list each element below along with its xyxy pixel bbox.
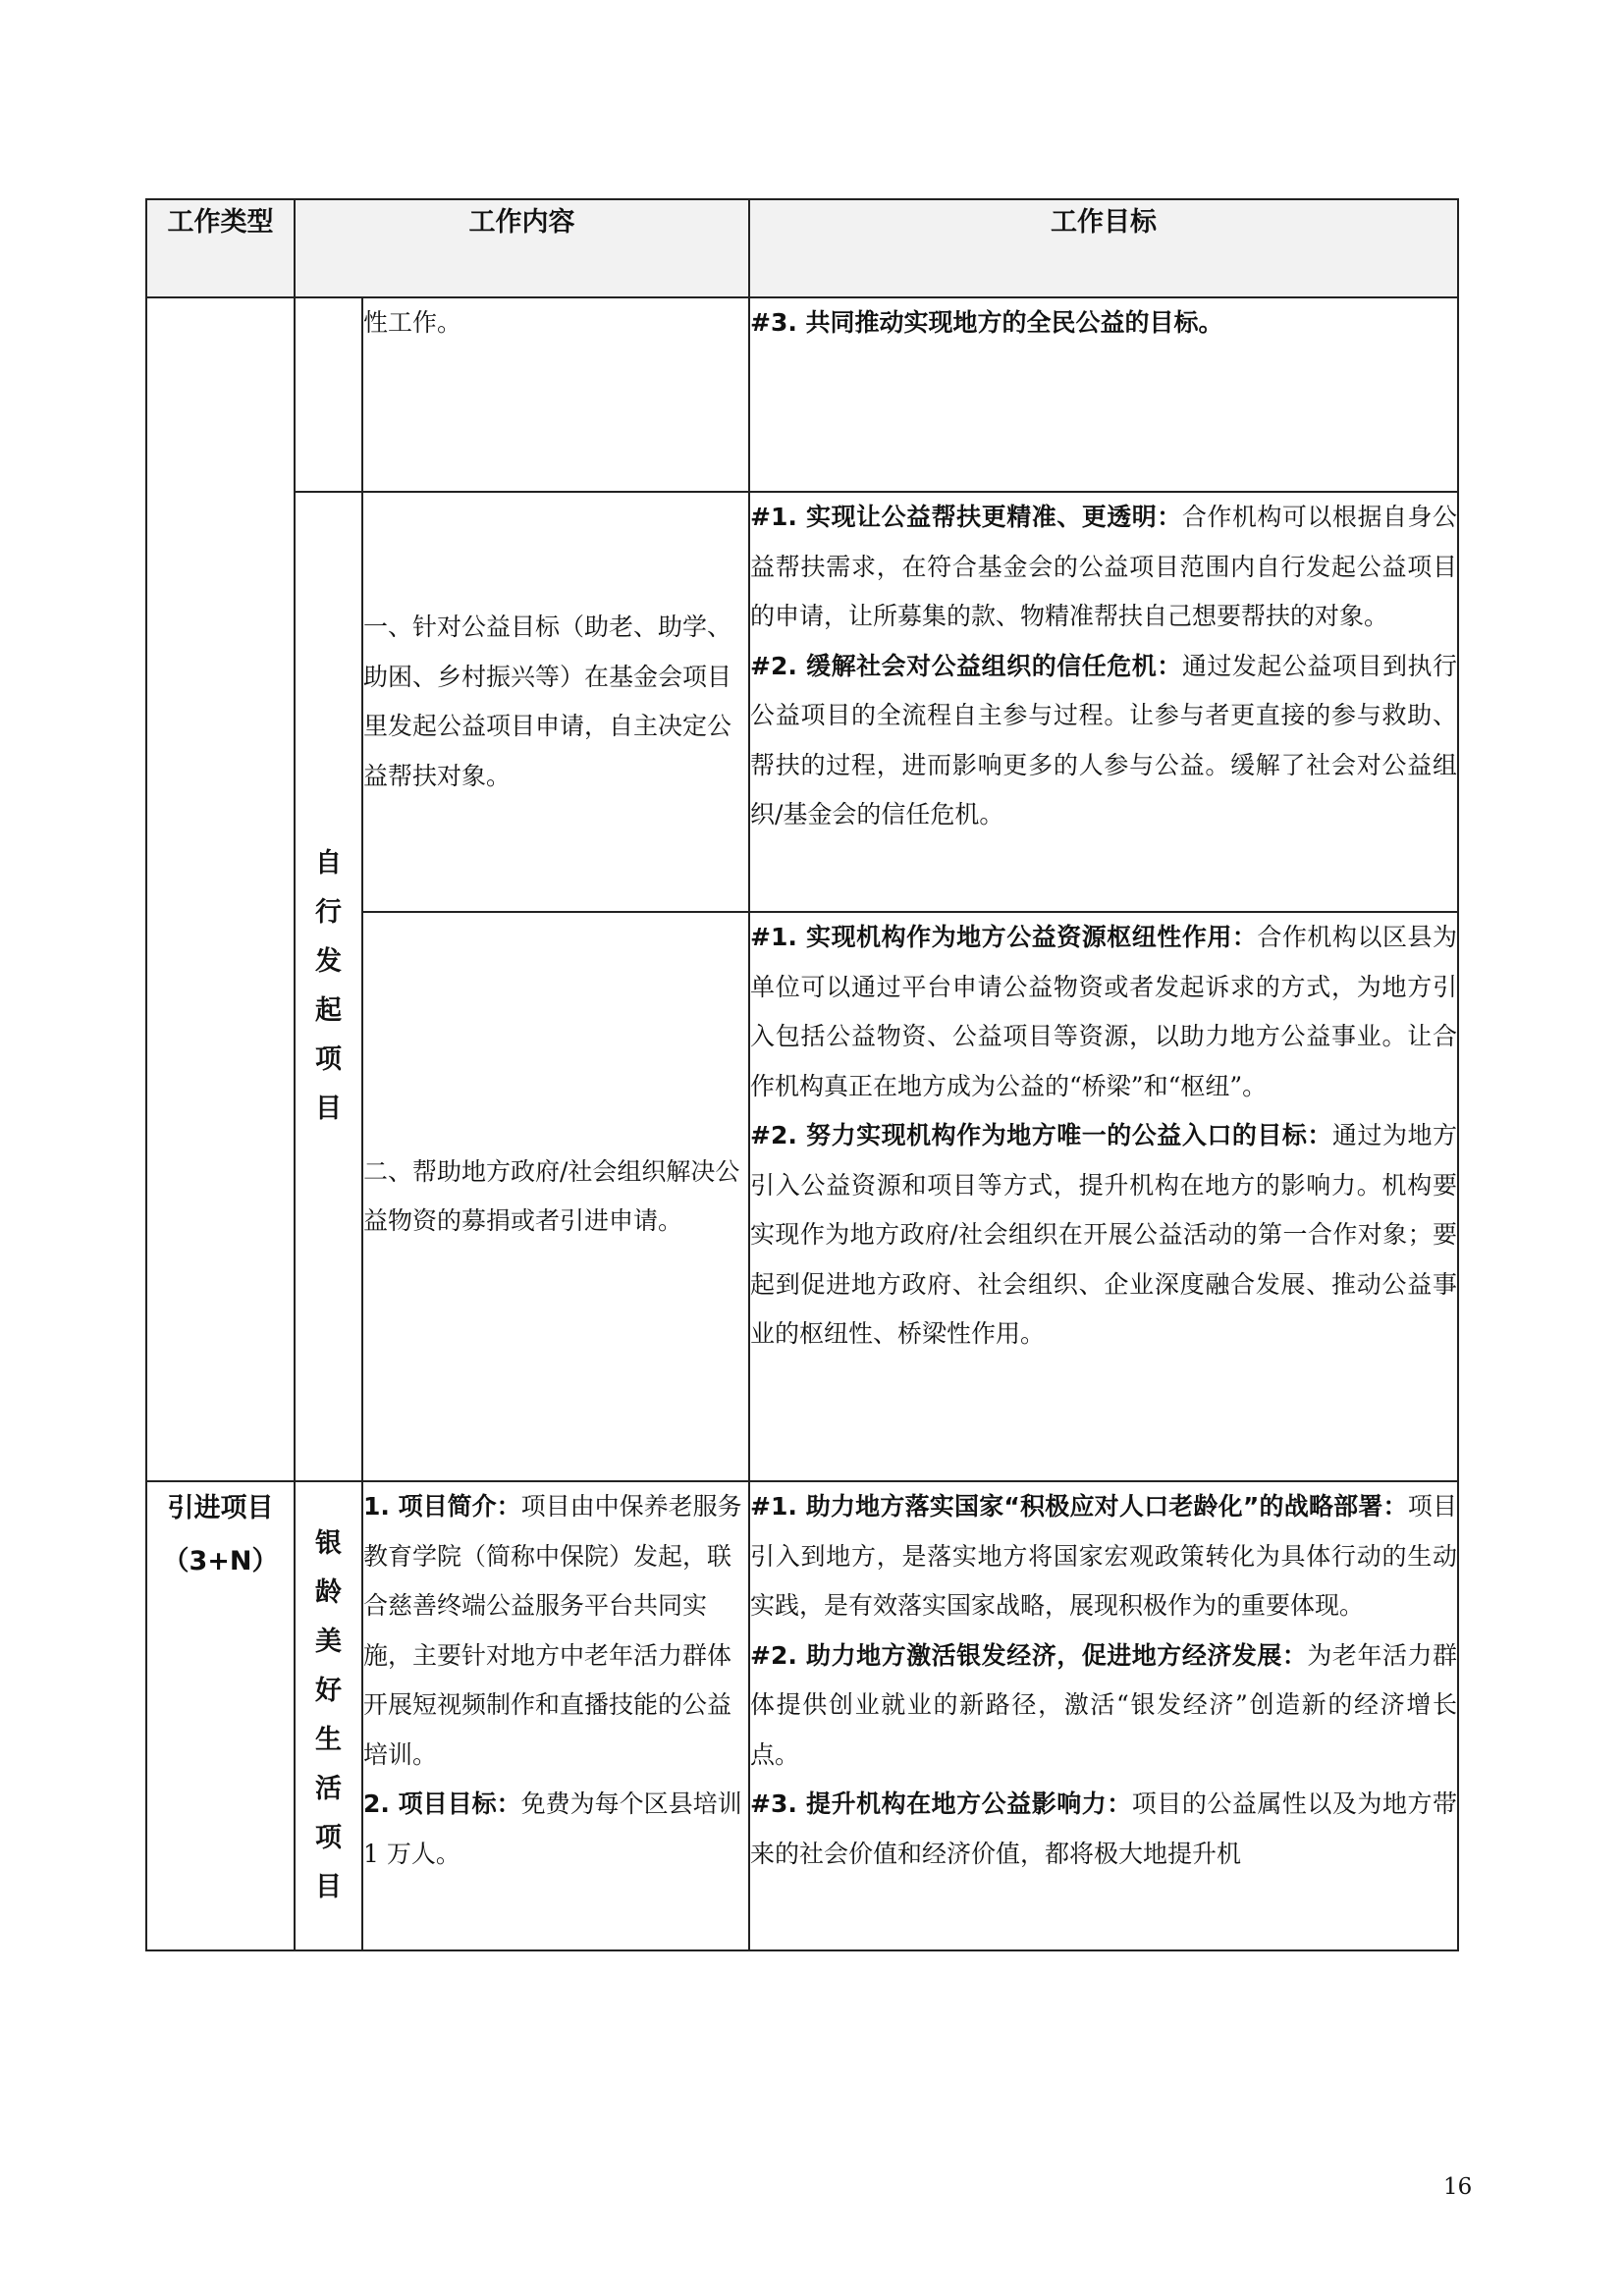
content-item: [363, 1482, 748, 1780]
content-text: 一、针对公益目标（助老、助学、助困、乡村振兴等）在基金会项目里发起公益项目申请，自主决定公益帮扶对象。: [363, 613, 732, 790]
goal-title: #1. 助力地方落实国家“积极应对人口老龄化”的战略部署：: [750, 1492, 1408, 1521]
goal-text: 项目的公益属性以及为地方带来的社会价值和经济价值，都将极大地提升机: [750, 1789, 1457, 1868]
goal-text: 通过发起公益项目到执行公益项目的全流程自主参与过程。让参与者更直接的参与救助、帮扶的过程，进而影响更多的人参与公益。缓解了社会对公益组织/基金会的信任危机。: [750, 651, 1457, 828]
type-cell-introduced-project: [146, 1481, 295, 1950]
label-char: 银: [315, 1528, 342, 1559]
goal-cell: [749, 492, 1458, 912]
label-char: 项: [315, 1823, 342, 1853]
sub-label-silver-life: [295, 1481, 362, 1950]
content-cell: [362, 1481, 749, 1950]
type-label: 引进项目: [167, 1493, 274, 1523]
label-char: 目: [315, 1094, 342, 1124]
content-text: 二、帮助地方政府/社会组织解决公益物资的募捐或者引进申请。: [363, 1156, 740, 1235]
label-char: 美: [315, 1627, 342, 1657]
goal-item: [750, 1482, 1457, 1631]
content-item: [363, 1780, 748, 1879]
table-row: [146, 492, 1458, 912]
goal-title: #1. 实现机构作为地方公益资源枢纽性作用：: [750, 923, 1258, 951]
label-char: 项: [315, 1044, 342, 1075]
label-char: 目: [315, 1872, 342, 1902]
label-char: 自: [315, 848, 342, 879]
vertical-label: [296, 839, 361, 1134]
content-title: 1. 项目简介：: [363, 1492, 521, 1521]
content-text: 性工作。: [363, 308, 462, 337]
table-header-row: [146, 199, 1458, 297]
goal-cell: [749, 912, 1458, 1481]
goal-cell: [749, 1481, 1458, 1950]
content-title: 2. 项目目标：: [363, 1789, 521, 1818]
goal-title: #2. 缓解社会对公益组织的信任危机：: [750, 651, 1182, 680]
label-char: 龄: [315, 1577, 342, 1608]
header-work-goal: 工作目标: [749, 199, 1458, 297]
goal-title: #3. 共同推动实现地方的全民公益的目标。: [750, 308, 1223, 337]
type-sublabel: （3+N）: [162, 1546, 279, 1576]
content-text: 免费为每个区县培训 1 万人。: [363, 1789, 742, 1868]
content-cell: [362, 912, 749, 1481]
work-table: [145, 198, 1459, 1951]
goal-text: 为老年活力群体提供创业就业的新路径，激活“银发经济”创造新的经济增长点。: [750, 1640, 1457, 1769]
goal-title: #2. 助力地方激活银发经济，促进地方经济发展：: [750, 1640, 1308, 1670]
label-char: 行: [315, 897, 342, 928]
sub-cell-blank: [295, 297, 362, 492]
header-work-type: 工作类型: [146, 199, 295, 297]
goal-title: #3. 提升机构在地方公益影响力：: [750, 1789, 1132, 1818]
content-text: 项目由中保养老服务教育学院（简称中保院）发起，联合慈善终端公益服务平台共同实施，主要针对地方中老年活力群体开展短视频制作和直播技能的公益培训。: [363, 1492, 742, 1769]
label-char: 起: [315, 995, 342, 1026]
sub-label-self-initiated: [295, 492, 362, 1481]
goal-cell: [749, 297, 1458, 492]
table-row: [146, 297, 1458, 492]
label-char: 生: [315, 1725, 342, 1755]
goal-title: #2. 努力实现机构作为地方唯一的公益入口的目标：: [750, 1121, 1332, 1149]
type-cell-blank: [146, 297, 295, 1481]
content-cell: [362, 297, 749, 492]
goal-title: #1. 实现让公益帮扶更精准、更透明：: [750, 503, 1182, 531]
goal-item: [750, 1780, 1457, 1879]
goal-text: 合作机构以区县为单位可以通过平台申请公益物资或者发起诉求的方式，为地方引入包括公益物资、公益项目等资源，以助力地方公益事业。让合作机构真正在地方成为公益的“桥梁”和“枢纽”。: [750, 923, 1457, 1100]
content-cell: [362, 492, 749, 912]
goal-text: 合作机构可以根据自身公益帮扶需求，在符合基金会的公益项目范围内自行发起公益项目的申请，让所募集的款、物精准帮扶自己想要帮扶的对象。: [750, 503, 1457, 630]
vertical-label: [296, 1520, 361, 1912]
label-char: 好: [315, 1676, 342, 1706]
goal-item: [750, 1631, 1457, 1781]
goal-item: [750, 913, 1457, 1111]
goal-item: [750, 642, 1457, 840]
label-char: 发: [315, 946, 342, 977]
label-char: 活: [315, 1774, 342, 1804]
goal-item: [750, 493, 1457, 642]
page-number: 16: [1443, 2174, 1473, 2200]
goal-text: 项目引入到地方，是落实地方将国家宏观政策转化为具体行动的生动实践，是有效落实国家战略，展现积极作为的重要体现。: [750, 1492, 1457, 1620]
goal-text: 通过为地方引入公益资源和项目等方式，提升机构在地方的影响力。机构要实现作为地方政府/社会组织在开展公益活动的第一合作对象；要起到促进地方政府、社会组织、企业深度融合发展、推动公益事业的枢纽性、桥梁性作用。: [750, 1121, 1457, 1348]
goal-item: [750, 1111, 1457, 1360]
header-work-content: 工作内容: [295, 199, 749, 297]
table-row: [146, 1481, 1458, 1950]
